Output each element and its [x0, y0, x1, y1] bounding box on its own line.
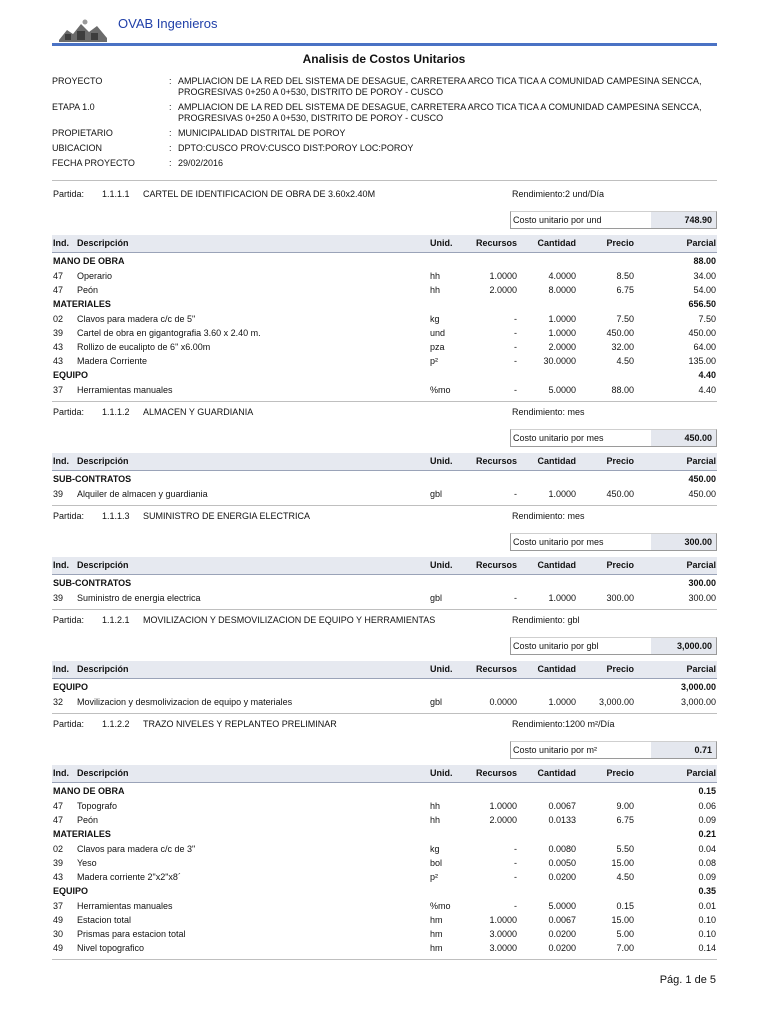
cell-resources: -: [514, 342, 517, 352]
cell-quantity: 0.0200: [548, 872, 576, 882]
cell-partial: 450.00: [688, 489, 716, 499]
cell-price: 4.50: [616, 872, 634, 882]
cell-unit: hh: [430, 801, 441, 811]
cell-resources: -: [514, 356, 517, 366]
page-number: Pág. 1 de 5: [659, 974, 716, 986]
cell-resources: -: [514, 489, 517, 499]
group-name: MANO DE OBRA: [53, 256, 125, 266]
header-cant: Cantidad: [537, 456, 576, 466]
info-value-line: PROGRESIVAS 0+250 A 0+530, DISTRITO DE POROY - CUSCO: [178, 87, 444, 97]
info-colon: :: [169, 128, 172, 138]
cell-description: Cartel de obra en gigantografia 3.60 x 2.40 m.: [77, 328, 261, 338]
cell-quantity: 1.0000: [548, 314, 576, 324]
cell-ind: 37: [53, 385, 64, 395]
cell-description: Herramientas manuales: [77, 901, 173, 911]
info-row: [52, 128, 717, 139]
cell-unit: hm: [430, 915, 443, 925]
info-label: PROYECTO: [52, 76, 103, 86]
partida-header: [52, 615, 717, 629]
partida-code: 1.1.2.1: [102, 615, 130, 625]
partida-code: 1.1.2.2: [102, 719, 130, 729]
header-rec: Recursos: [475, 768, 517, 778]
cell-description: Peón: [77, 815, 99, 825]
cell-resources: -: [514, 385, 517, 395]
cell-price: 6.75: [616, 285, 634, 295]
partida-separator: [52, 713, 717, 714]
cell-quantity: 30.0000: [543, 356, 576, 366]
cell-price: 300.00: [606, 593, 634, 603]
cell-partial: 34.00: [693, 271, 716, 281]
table-row: [52, 385, 717, 398]
header-cant: Cantidad: [537, 560, 576, 570]
cell-resources: 1.0000: [489, 915, 517, 925]
group-row: [52, 474, 717, 487]
partida-rendimiento: Rendimiento:1200 m²/Día: [512, 719, 615, 729]
cell-partial: 0.09: [698, 872, 716, 882]
cell-unit: hh: [430, 271, 441, 281]
cell-partial: 3,000.00: [680, 697, 716, 707]
group-name: EQUIPO: [53, 682, 89, 692]
partida-label: Partida:: [53, 407, 85, 417]
cell-price: 450.00: [606, 328, 634, 338]
group-row: [52, 829, 717, 842]
cell-resources: -: [514, 872, 517, 882]
cell-resources: 3.0000: [489, 929, 517, 939]
table-row: [52, 801, 717, 814]
cell-description: Movilizacion y desmolivizacion de equipo y materiales: [77, 697, 293, 707]
header-ind: Ind.: [53, 560, 69, 570]
cell-ind: 47: [53, 285, 64, 295]
project-info: [52, 76, 717, 173]
cell-quantity: 5.0000: [548, 385, 576, 395]
header-unid: Unid.: [430, 560, 453, 570]
cell-price: 32.00: [611, 342, 634, 352]
cell-ind: 39: [53, 489, 64, 499]
unit-cost-label: Costo unitario por gbl: [513, 641, 599, 651]
cell-partial: 7.50: [698, 314, 716, 324]
cell-description: Madera Corriente: [77, 356, 148, 366]
table-row: [52, 844, 717, 857]
cell-unit: hh: [430, 285, 441, 295]
header-desc: Descripción: [77, 238, 129, 248]
cell-resources: 1.0000: [489, 801, 517, 811]
partida-name: MOVILIZACION Y DESMOVILIZACION DE EQUIPO Y HERRAMIENTAS: [143, 615, 436, 625]
group-row: [52, 299, 717, 312]
header-unid: Unid.: [430, 238, 453, 248]
cell-quantity: 0.0067: [548, 801, 576, 811]
unit-cost-box: [510, 211, 717, 229]
group-row: [52, 786, 717, 799]
unit-cost-label: Costo unitario por mes: [513, 433, 604, 443]
cell-unit: gbl: [430, 593, 443, 603]
group-row: [52, 370, 717, 383]
cell-partial: 0.06: [698, 801, 716, 811]
cell-description: Clavos para madera c/c de 3": [77, 844, 196, 854]
cell-partial: 4.40: [698, 385, 716, 395]
group-name: EQUIPO: [53, 370, 89, 380]
info-row: [52, 158, 717, 169]
cell-resources: -: [514, 901, 517, 911]
cell-resources: 3.0000: [489, 943, 517, 953]
cell-price: 7.00: [616, 943, 634, 953]
table-header: [52, 235, 717, 253]
cell-quantity: 1.0000: [548, 489, 576, 499]
info-value-line: PROGRESIVAS 0+250 A 0+530, DISTRITO DE POROY - CUSCO: [178, 113, 444, 123]
cell-price: 0.15: [616, 901, 634, 911]
header-rec: Recursos: [475, 456, 517, 466]
partida-label: Partida:: [53, 719, 85, 729]
partida-header: [52, 407, 717, 421]
partida-rendimiento: Rendimiento: mes: [512, 511, 585, 521]
info-label: FECHA PROYECTO: [52, 158, 135, 168]
cell-price: 15.00: [611, 858, 634, 868]
cell-quantity: 4.0000: [548, 271, 576, 281]
table-header: [52, 557, 717, 575]
unit-cost-value: 0.71: [694, 745, 712, 755]
table-row: [52, 943, 717, 956]
partida-code: 1.1.1.3: [102, 511, 130, 521]
cell-unit: p²: [430, 872, 439, 882]
info-colon: :: [169, 102, 172, 112]
cell-description: Topografo: [77, 801, 118, 811]
cell-quantity: 1.0000: [548, 697, 576, 707]
cell-ind: 43: [53, 342, 64, 352]
document-header: [52, 10, 717, 42]
group-total: 656.50: [688, 299, 716, 309]
header-parc: Parcial: [686, 238, 716, 248]
cell-ind: 32: [53, 697, 64, 707]
cell-unit: %mo: [430, 901, 451, 911]
group-name: SUB-CONTRATOS: [53, 578, 132, 588]
cell-quantity: 0.0133: [548, 815, 576, 825]
document-title: Analisis de Costos Unitarios: [302, 52, 466, 66]
info-value: [178, 158, 717, 169]
info-value: [178, 76, 717, 98]
partida-label: Partida:: [53, 615, 85, 625]
cell-resources: 0.0000: [489, 697, 517, 707]
cell-description: Operario: [77, 271, 113, 281]
cell-price: 4.50: [616, 356, 634, 366]
header-prec: Precio: [606, 456, 634, 466]
cell-unit: hm: [430, 943, 443, 953]
cell-quantity: 0.0200: [548, 943, 576, 953]
cell-quantity: 0.0067: [548, 915, 576, 925]
unit-cost-label: Costo unitario por mes: [513, 537, 604, 547]
cell-partial: 300.00: [688, 593, 716, 603]
info-label: PROPIETARIO: [52, 128, 113, 138]
header-rule: [52, 43, 717, 46]
cell-partial: 0.01: [698, 901, 716, 911]
cell-ind: 47: [53, 801, 64, 811]
table-row: [52, 271, 717, 284]
table-row: [52, 356, 717, 369]
info-row: [52, 76, 717, 98]
cell-resources: 2.0000: [489, 285, 517, 295]
info-value: [178, 102, 717, 124]
cell-partial: 135.00: [688, 356, 716, 366]
header-parc: Parcial: [686, 560, 716, 570]
cell-ind: 30: [53, 929, 64, 939]
cell-partial: 64.00: [693, 342, 716, 352]
cell-resources: 1.0000: [489, 271, 517, 281]
header-rec: Recursos: [475, 664, 517, 674]
cell-resources: -: [514, 328, 517, 338]
cell-unit: hm: [430, 929, 443, 939]
info-label: UBICACION: [52, 143, 103, 153]
cell-partial: 0.04: [698, 844, 716, 854]
cell-description: Rollizo de eucalipto de 6" x6.00m: [77, 342, 211, 352]
info-colon: :: [169, 76, 172, 86]
ovab-logo-icon: [57, 16, 109, 44]
group-total: 0.21: [698, 829, 716, 839]
partida-header: [52, 511, 717, 525]
header-ind: Ind.: [53, 238, 69, 248]
header-desc: Descripción: [77, 560, 129, 570]
cell-unit: und: [430, 328, 446, 338]
table-row: [52, 901, 717, 914]
cell-description: Herramientas manuales: [77, 385, 173, 395]
partida-code: 1.1.1.1: [102, 189, 130, 199]
partida-name: SUMINISTRO DE ENERGIA ELECTRICA: [143, 511, 311, 521]
brand-name: OVAB Ingenieros: [118, 16, 218, 31]
cell-partial: 0.09: [698, 815, 716, 825]
group-name: MANO DE OBRA: [53, 786, 125, 796]
header-unid: Unid.: [430, 456, 453, 466]
partida-separator: [52, 609, 717, 610]
cell-unit: kg: [430, 314, 440, 324]
partida-rendimiento: Rendimiento: gbl: [512, 615, 580, 625]
cell-partial: 0.14: [698, 943, 716, 953]
info-value: [178, 143, 717, 154]
unit-cost-box: [510, 637, 717, 655]
group-name: EQUIPO: [53, 886, 89, 896]
table-row: [52, 872, 717, 885]
header-cant: Cantidad: [537, 664, 576, 674]
cell-ind: 37: [53, 901, 64, 911]
cell-ind: 49: [53, 915, 64, 925]
cell-ind: 02: [53, 844, 64, 854]
partida-rendimiento: Rendimiento: mes: [512, 407, 585, 417]
cell-resources: -: [514, 314, 517, 324]
cell-quantity: 8.0000: [548, 285, 576, 295]
partida-header: [52, 189, 717, 203]
info-separator: [52, 180, 717, 181]
cell-quantity: 1.0000: [548, 328, 576, 338]
cell-unit: p²: [430, 356, 439, 366]
unit-cost-box: [510, 533, 717, 551]
partida-rendimiento: Rendimiento:2 und/Día: [512, 189, 605, 199]
table-row: [52, 593, 717, 606]
info-colon: :: [169, 143, 172, 153]
partida-label: Partida:: [53, 189, 85, 199]
header-cant: Cantidad: [537, 238, 576, 248]
group-name: SUB-CONTRATOS: [53, 474, 132, 484]
cell-price: 9.00: [616, 801, 634, 811]
info-value-line: MUNICIPALIDAD DISTRITAL DE POROY: [178, 128, 346, 138]
partida-name: TRAZO NIVELES Y REPLANTEO PRELIMINAR: [143, 719, 337, 729]
cell-ind: 39: [53, 593, 64, 603]
cell-ind: 43: [53, 872, 64, 882]
unit-cost-value: 3,000.00: [676, 641, 712, 651]
cell-price: 5.50: [616, 844, 634, 854]
table-row: [52, 285, 717, 298]
cell-partial: 0.10: [698, 915, 716, 925]
info-value-line: AMPLIACION DE LA RED DEL SISTEMA DE DESAGUE, CARRETERA ARCO TICA TICA A COMUNIDAD CAMPESINA SENCCA,: [178, 102, 702, 112]
cell-ind: 49: [53, 943, 64, 953]
cell-quantity: 0.0080: [548, 844, 576, 854]
partida-label: Partida:: [53, 511, 85, 521]
info-colon: :: [169, 158, 172, 168]
unit-cost-value: 450.00: [684, 433, 712, 443]
cell-description: Yeso: [77, 858, 97, 868]
table-row: [52, 815, 717, 828]
cell-description: Estacion total: [77, 915, 132, 925]
header-rec: Recursos: [475, 238, 517, 248]
cell-unit: pza: [430, 342, 445, 352]
cell-quantity: 0.0050: [548, 858, 576, 868]
cell-quantity: 0.0200: [548, 929, 576, 939]
info-row: [52, 102, 717, 124]
unit-cost-value: 300.00: [684, 537, 712, 547]
cell-ind: 43: [53, 356, 64, 366]
group-total: 0.35: [698, 886, 716, 896]
cell-resources: -: [514, 593, 517, 603]
header-parc: Parcial: [686, 664, 716, 674]
table-row: [52, 929, 717, 942]
header-unid: Unid.: [430, 768, 453, 778]
info-value-line: DPTO:CUSCO PROV:CUSCO DIST:POROY LOC:POROY: [178, 143, 414, 153]
cell-ind: 47: [53, 271, 64, 281]
group-name: MATERIALES: [53, 829, 111, 839]
header-cant: Cantidad: [537, 768, 576, 778]
header-unid: Unid.: [430, 664, 453, 674]
unit-cost-box: [510, 741, 717, 759]
group-row: [52, 682, 717, 695]
table-header: [52, 765, 717, 783]
cell-partial: 54.00: [693, 285, 716, 295]
cell-unit: gbl: [430, 489, 443, 499]
cell-resources: -: [514, 844, 517, 854]
header-ind: Ind.: [53, 768, 69, 778]
group-row: [52, 886, 717, 899]
cell-price: 450.00: [606, 489, 634, 499]
table-header: [52, 661, 717, 679]
group-name: MATERIALES: [53, 299, 111, 309]
header-desc: Descripción: [77, 768, 129, 778]
table-row: [52, 489, 717, 502]
cell-resources: -: [514, 858, 517, 868]
partida-code: 1.1.1.2: [102, 407, 130, 417]
cell-price: 7.50: [616, 314, 634, 324]
cell-price: 15.00: [611, 915, 634, 925]
header-ind: Ind.: [53, 456, 69, 466]
cell-ind: 47: [53, 815, 64, 825]
group-row: [52, 256, 717, 269]
partida-name: ALMACEN Y GUARDIANIA: [143, 407, 254, 417]
table-row: [52, 328, 717, 341]
header-parc: Parcial: [686, 456, 716, 466]
cell-unit: %mo: [430, 385, 451, 395]
info-value: [178, 128, 717, 139]
cell-quantity: 5.0000: [548, 901, 576, 911]
cell-unit: bol: [430, 858, 443, 868]
cell-description: Suministro de energia electrica: [77, 593, 201, 603]
cell-partial: 0.10: [698, 929, 716, 939]
header-desc: Descripción: [77, 456, 129, 466]
info-row: [52, 143, 717, 154]
cell-partial: 450.00: [688, 328, 716, 338]
cell-description: Peón: [77, 285, 99, 295]
cell-quantity: 1.0000: [548, 593, 576, 603]
unit-cost-label: Costo unitario por und: [513, 215, 602, 225]
cell-ind: 39: [53, 328, 64, 338]
cell-price: 5.00: [616, 929, 634, 939]
group-total: 3,000.00: [680, 682, 716, 692]
cell-unit: hh: [430, 815, 441, 825]
info-value-line: 29/02/2016: [178, 158, 224, 168]
cell-description: Clavos para madera c/c de 5": [77, 314, 196, 324]
header-rec: Recursos: [475, 560, 517, 570]
cell-unit: kg: [430, 844, 440, 854]
unit-cost-value: 748.90: [684, 215, 712, 225]
cell-price: 8.50: [616, 271, 634, 281]
header-prec: Precio: [606, 560, 634, 570]
group-total: 4.40: [698, 370, 716, 380]
header-ind: Ind.: [53, 664, 69, 674]
partida-separator: [52, 959, 717, 960]
partida-header: [52, 719, 717, 733]
cell-unit: gbl: [430, 697, 443, 707]
cell-description: Madera corriente 2"x2"x8´: [77, 872, 181, 882]
table-row: [52, 858, 717, 871]
group-total: 300.00: [688, 578, 716, 588]
partida-name: CARTEL DE IDENTIFICACION DE OBRA DE 3.60x2.40M: [143, 189, 376, 199]
group-row: [52, 578, 717, 591]
partida-separator: [52, 505, 717, 506]
cell-partial: 0.08: [698, 858, 716, 868]
cell-ind: 02: [53, 314, 64, 324]
header-prec: Precio: [606, 238, 634, 248]
table-row: [52, 342, 717, 355]
info-label: ETAPA 1.0: [52, 102, 95, 112]
table-row: [52, 697, 717, 710]
cell-description: Prismas para estacion total: [77, 929, 186, 939]
header-prec: Precio: [606, 664, 634, 674]
info-value-line: AMPLIACION DE LA RED DEL SISTEMA DE DESAGUE, CARRETERA ARCO TICA TICA A COMUNIDAD CAMPESINA SENCCA,: [178, 76, 702, 86]
cell-quantity: 2.0000: [548, 342, 576, 352]
partida-separator: [52, 401, 717, 402]
group-total: 450.00: [688, 474, 716, 484]
table-row: [52, 314, 717, 327]
cell-resources: 2.0000: [489, 815, 517, 825]
cell-price: 3,000.00: [598, 697, 634, 707]
unit-cost-box: [510, 429, 717, 447]
table-header: [52, 453, 717, 471]
cell-description: Nivel topografico: [77, 943, 145, 953]
header-desc: Descripción: [77, 664, 129, 674]
unit-cost-label: Costo unitario por m²: [513, 745, 598, 755]
cell-price: 6.75: [616, 815, 634, 825]
header-prec: Precio: [606, 768, 634, 778]
group-total: 88.00: [693, 256, 716, 266]
group-total: 0.15: [698, 786, 716, 796]
cell-ind: 39: [53, 858, 64, 868]
cell-price: 88.00: [611, 385, 634, 395]
cell-description: Alquiler de almacen y guardiania: [77, 489, 208, 499]
header-parc: Parcial: [686, 768, 716, 778]
table-row: [52, 915, 717, 928]
